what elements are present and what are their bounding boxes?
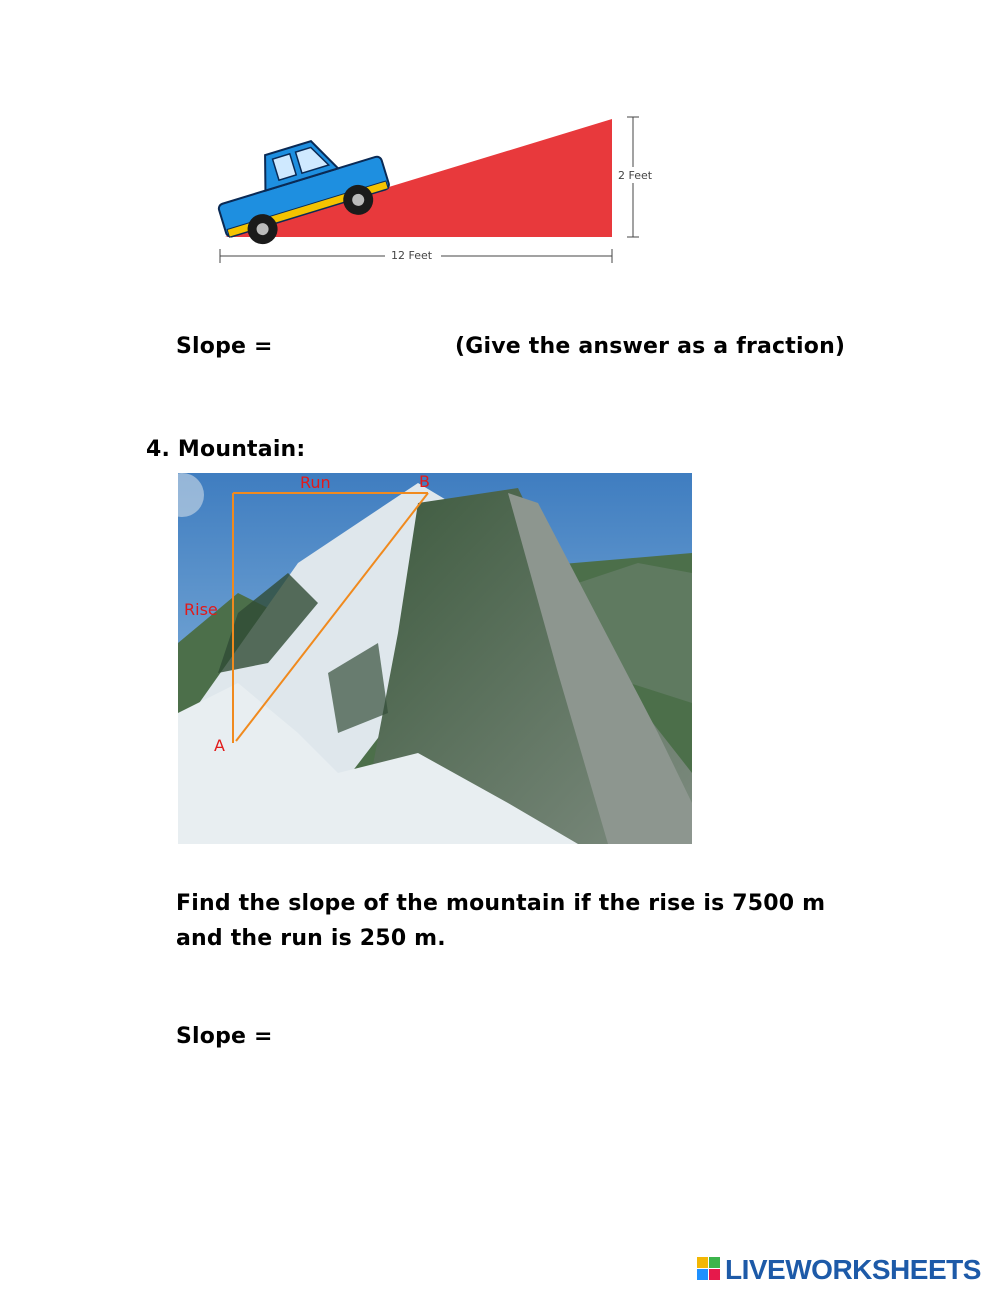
brand-name: LIVEWORKSHEETS (725, 1254, 981, 1285)
fraction-hint: (Give the answer as a fraction) (455, 334, 846, 359)
point-b-label: B (419, 473, 430, 491)
mountain-photo (178, 473, 692, 844)
ramp-diagram (205, 105, 675, 275)
rise-label: Rise (184, 600, 218, 619)
question-text: Find the slope of the mountain if the rise is 7500 m and the run is 250 m. (176, 891, 826, 951)
slope-prompt-2: Slope = (176, 1024, 273, 1049)
point-a-label: A (214, 736, 225, 755)
liveworksheets-brand (697, 1256, 997, 1286)
run-label: Run (300, 473, 331, 492)
height-label: 2 Feet (618, 169, 653, 182)
liveworksheets-logo-icon (697, 1257, 721, 1281)
slope-prompt-1: Slope = (176, 334, 273, 359)
width-label: 12 Feet (391, 249, 433, 262)
question-title: 4. Mountain: (146, 437, 306, 462)
